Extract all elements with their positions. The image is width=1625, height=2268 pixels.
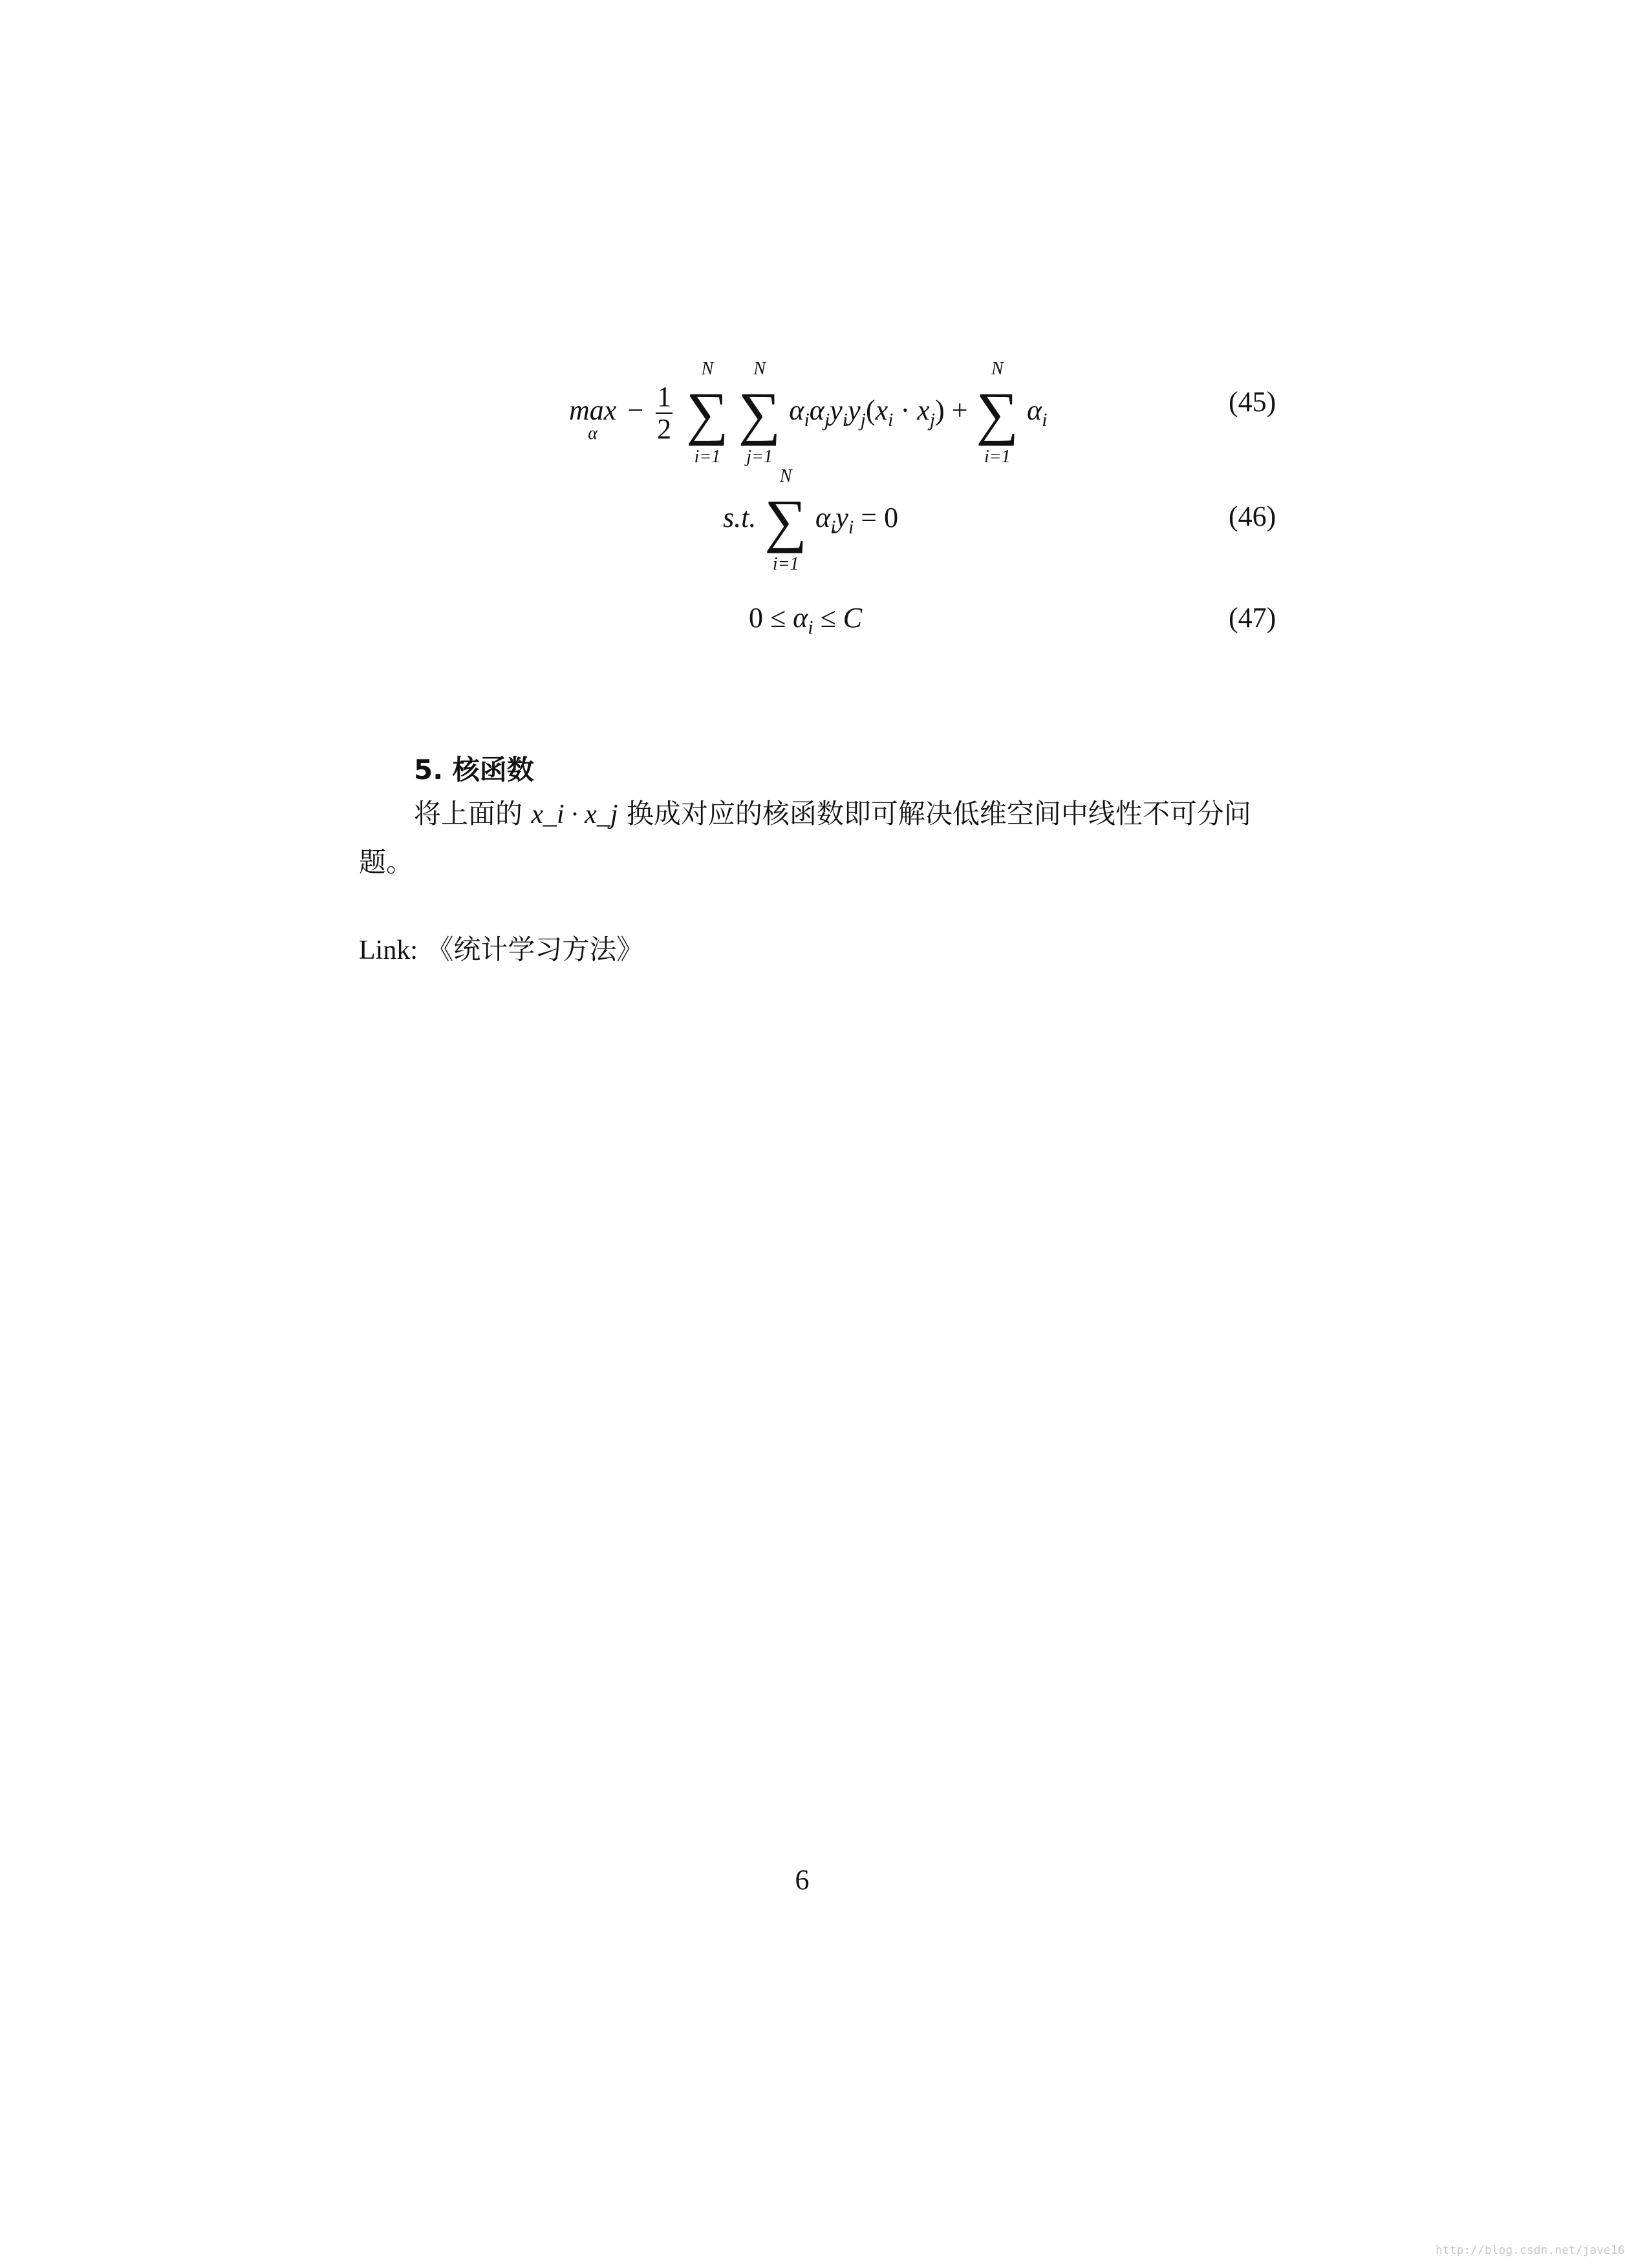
equation-47 <box>0 601 1604 640</box>
paragraph-text: 换成对应的核函数即可解决低维空间中线性不可分问题。 <box>359 798 1251 878</box>
page-number: 6 <box>795 1864 810 1896</box>
sum-j: N ∑ j=1 <box>738 359 781 467</box>
watermark: http://blog.csdn.net/jave16 <box>1436 2243 1625 2257</box>
equation-45-body: max α − $\frac{1}{2}$ N ∑ i=1 N ∑ j=1 $\alpha_i\alpha_jy_iy_j(x_i \cdot x_j)$ + N ∑ i=1 $\alpha_i$ <box>569 359 1048 467</box>
paragraph-text: 将上面的 <box>414 798 523 829</box>
equation-47-body: $0 \le \alpha_i \le C$ <box>749 602 863 638</box>
link-label: Link: <box>359 936 418 965</box>
sum-i: N ∑ i=1 <box>686 359 729 467</box>
fraction-half: $\frac{1}{2}$ <box>657 381 672 445</box>
equation-46-body: s.t. N ∑ i=1 $\alpha_iy_i = 0$ <box>723 466 899 574</box>
max-operator: max α <box>569 394 617 444</box>
sum-constraint: N ∑ i=1 <box>764 466 807 574</box>
section-heading: 5. 核函数 <box>414 754 534 786</box>
section-paragraph <box>359 790 1280 886</box>
link-text[interactable]: 《统计学习方法》 <box>426 934 644 965</box>
inline-math: x_i · x_j <box>531 800 618 829</box>
sum-alpha: N ∑ i=1 <box>976 359 1019 467</box>
equation-number: (46) <box>1229 500 1276 532</box>
equation-number: (45) <box>1229 386 1276 418</box>
reference-link[interactable] <box>359 928 643 967</box>
equation-number: (47) <box>1229 602 1276 634</box>
equation-45 <box>0 359 1604 467</box>
equation-46 <box>0 466 1604 574</box>
